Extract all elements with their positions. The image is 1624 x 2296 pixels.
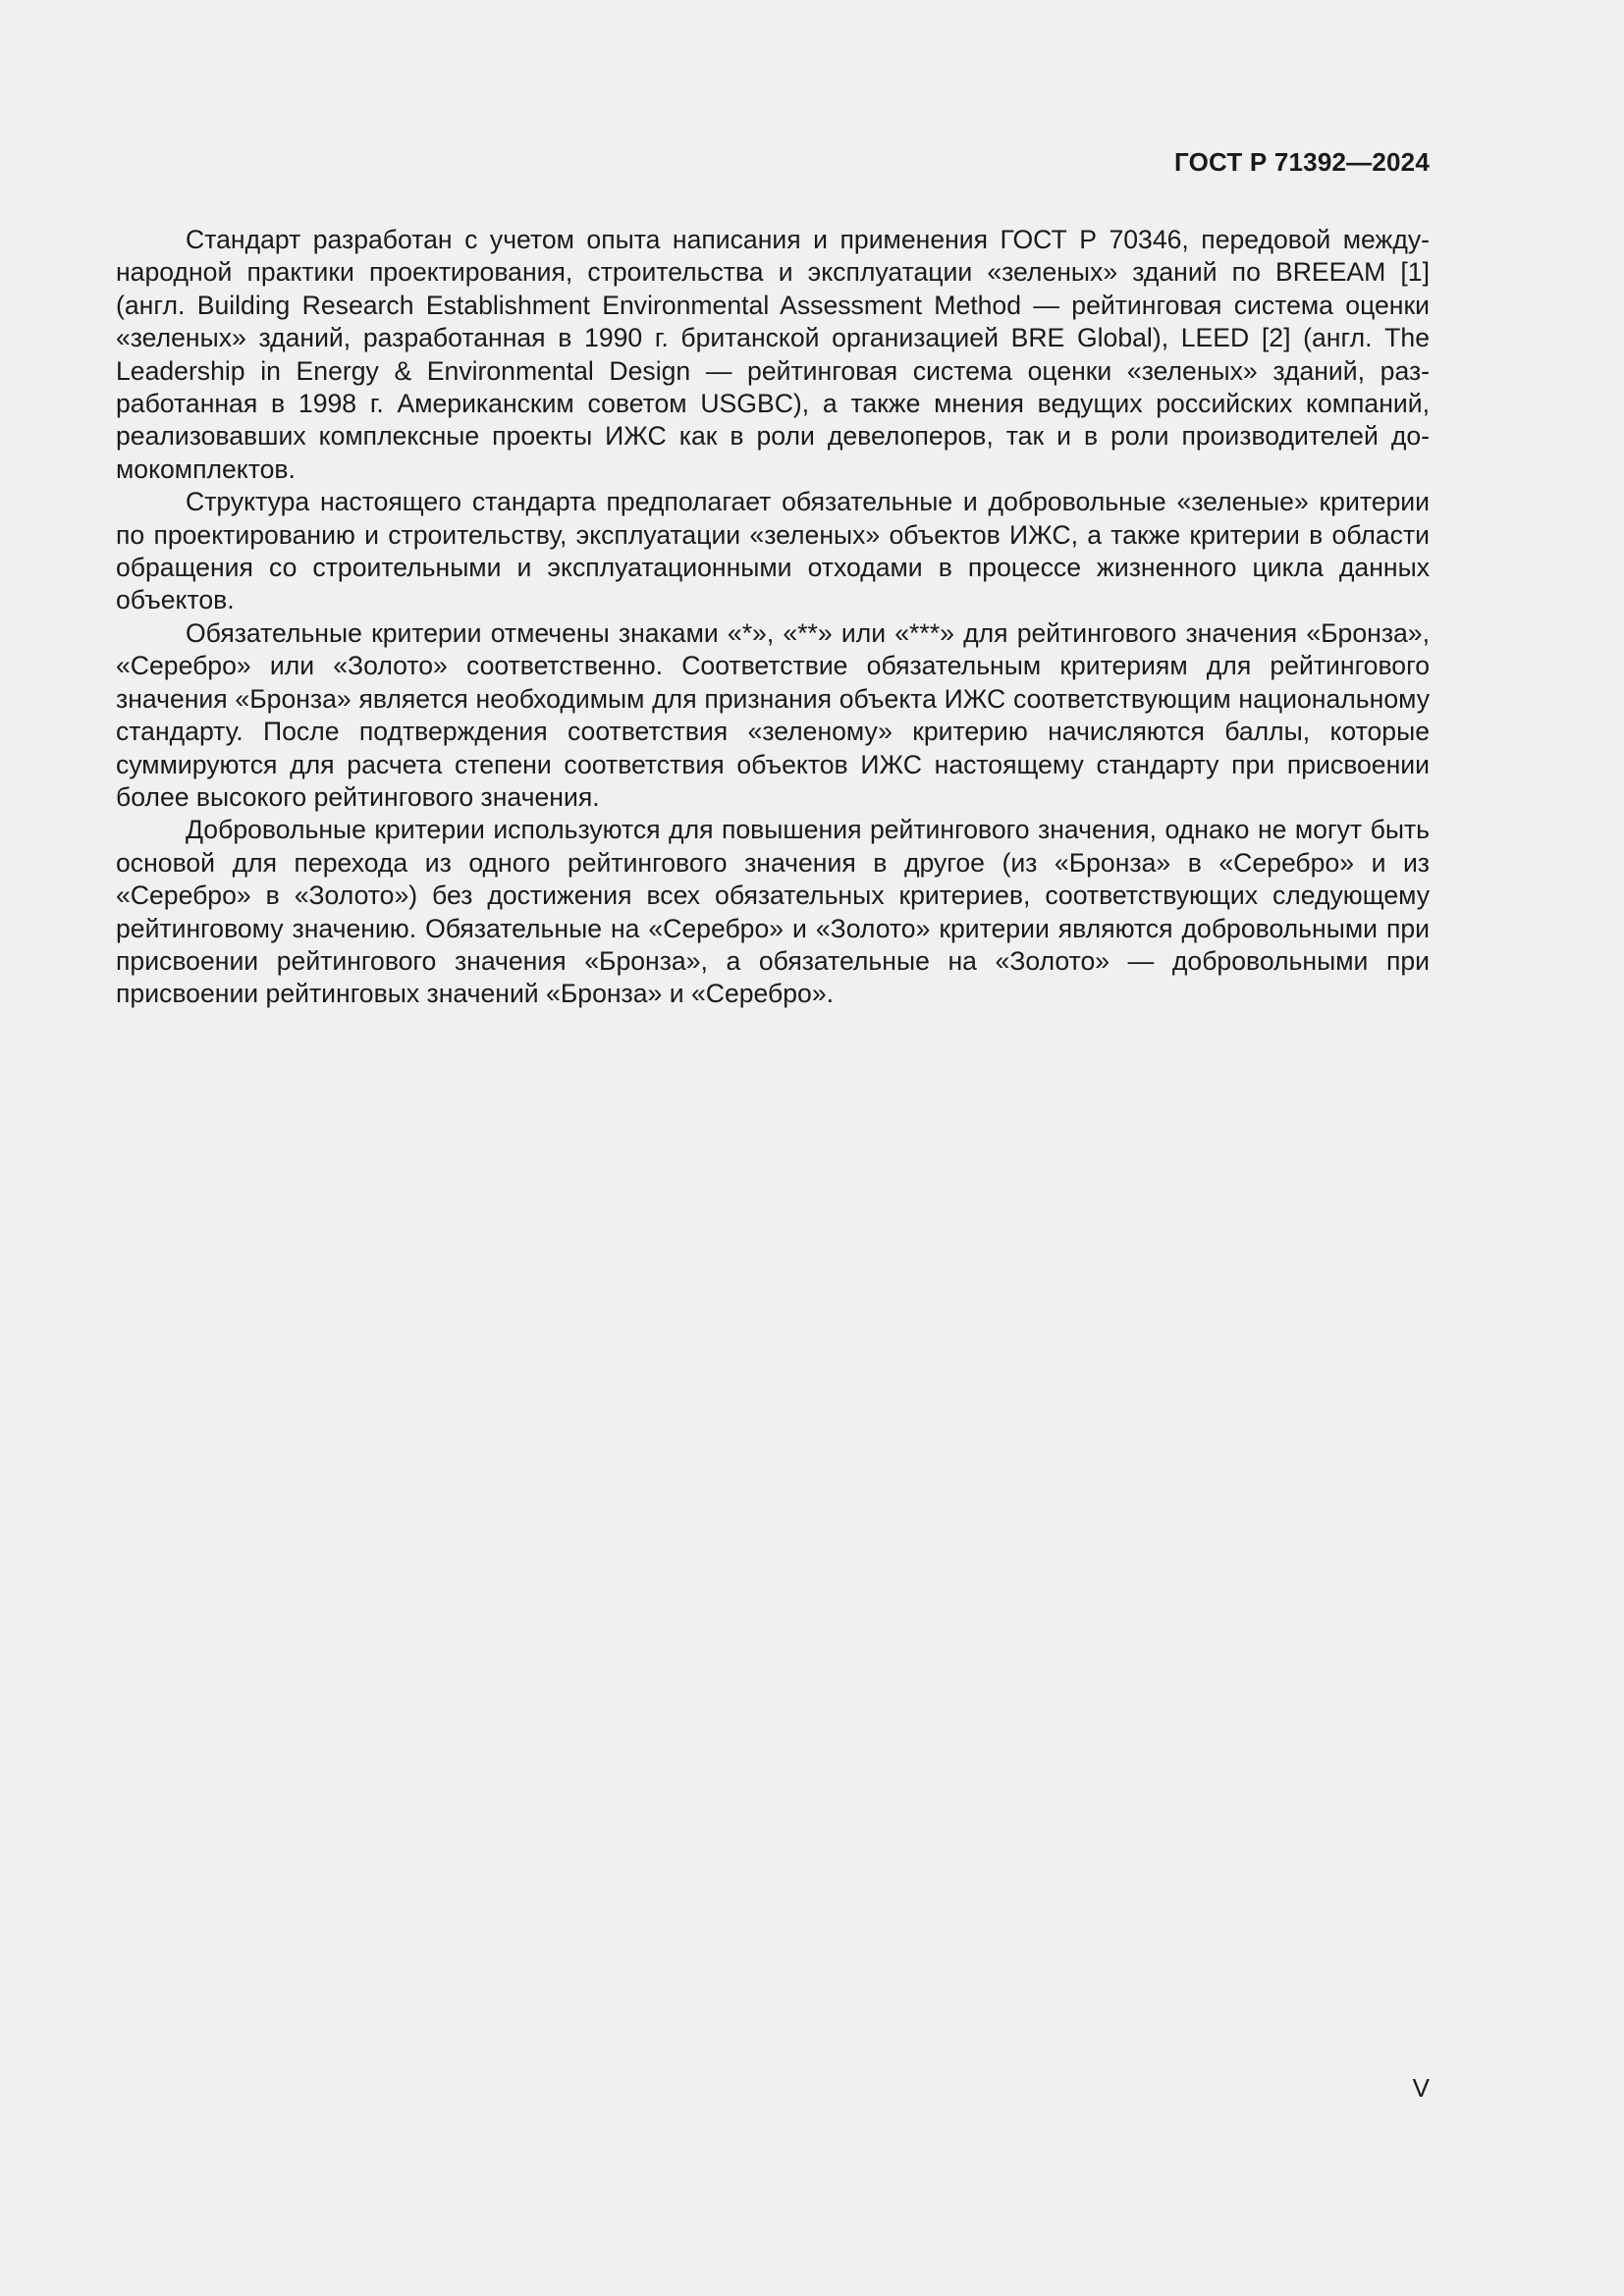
paragraph-mandatory-criteria: Обязательные критерии отмечены знаками «*», «**» или «***» для рейтингового значения «Бронза», «Серебро» или «Золото» соответственно. Соответствие обязательным критериям для рейтингового значения «Бронза» является необходимым для признания объекта ИЖС соответствующим национальному стандарту. После подтверждения соответствия «зеленому» критерию начисляются баллы, которые суммируются для расчета степени соответствия объектов ИЖС настоящему стандарту при присвоении более высокого рейтингового значения. bbox=[116, 617, 1430, 812]
paragraph-standard-development: Стандарт разработан с учетом опыта написания и применения ГОСТ Р 70346, передовой международной практики проектирования, строительства и эксплуатации «зеленых» зданий по BREEAM [1] (англ. Building Research Establishment Environmental Assessment Method — рейтинговая система оценки «зеленых» зданий, разработанная в 1990 г. британской организацией BRE Global), LEED [2] (англ. The Leadership in Energy & Environmental Design — рейтинговая система оценки «зеленых» зданий, разработанная в 1998 г. Американским советом USGBC), а также мнения ведущих российских компаний, реализовавших комплексные проекты ИЖС как в роли девелоперов, так и в роли производителей домокомплектов. bbox=[116, 225, 1430, 484]
page-number: V bbox=[1412, 2073, 1430, 2103]
paragraph-standard-structure: Структура настоящего стандарта предполагает обязательные и добровольные «зеленые» критерии по проектированию и строительству, эксплуатации «зеленых» объектов ИЖС, а также критерии в области обращения со строительными и эксплуатационными отходами в процессе жизненного цикла данных объектов. bbox=[116, 487, 1430, 615]
document-body bbox=[116, 224, 1430, 1011]
paragraph-voluntary-criteria: Добровольные критерии используются для повышения рейтингового значения, однако не могут быть основой для перехода из одного рейтингового значения в другое (из «Бронза» в «Серебро» и из «Серебро» в «Золото») без достижения всех обязательных критериев, соответствующих следующему рейтинговому значению. Обязательные на «Серебро» и «Золото» критерии являются добровольными при присвоении рейтингового значения «Бронза», а обязательные на «Золото» — добровольными при присвоении рейтинговых значений «Бронза» и «Серебро». bbox=[116, 815, 1430, 1009]
document-code-header: ГОСТ Р 71392—2024 bbox=[1174, 147, 1430, 177]
